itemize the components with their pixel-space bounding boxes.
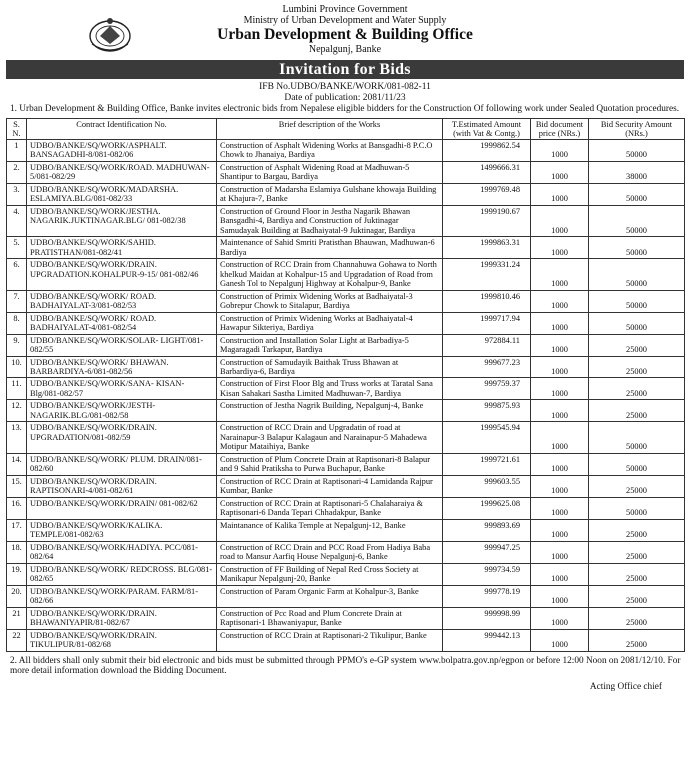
cell-estimated-amount: 1999810.46: [443, 290, 531, 312]
cell-bid-security: 25000: [589, 607, 685, 629]
cell-sn: 19.: [7, 563, 27, 585]
cell-description: Construction of Primix Widening Works at Badhaiyatal-4 Hawapur Sikteriya, Bardiya: [217, 312, 443, 334]
signature: Acting Office chief: [589, 681, 662, 692]
cell-contract-id: UDBO/BANKE/SQ/WORK/ PLUM. DRAIN/081-082/60: [27, 453, 217, 475]
table-row: [7, 541, 685, 563]
cell-document-price: 1000: [531, 334, 589, 356]
table-row: [7, 290, 685, 312]
cell-sn: 11.: [7, 378, 27, 400]
cell-contract-id: UDBO/BANKE/SQ/WORK/ REDCROSS. BLG/081-082/65: [27, 563, 217, 585]
cell-document-price: 1000: [531, 475, 589, 497]
notice-title-banner: Invitation for Bids: [6, 60, 684, 79]
table-row: [7, 161, 685, 183]
cell-contract-id: UDBO/BANKE/SQ/WORK/ROAD. MADHUWAN-5/081-082/29: [27, 161, 217, 183]
cell-estimated-amount: 1999863.31: [443, 237, 531, 259]
table-row: [7, 475, 685, 497]
cell-document-price: 1000: [531, 237, 589, 259]
cell-estimated-amount: 999778.19: [443, 585, 531, 607]
table-row: [7, 259, 685, 290]
cell-description: Construction of Primix Widening Works at Badhaiyatal-3 Gobrepur Chowk to Sitalapur, Bardiya: [217, 290, 443, 312]
bids-table: [6, 118, 685, 652]
cell-estimated-amount: 999603.55: [443, 475, 531, 497]
cell-contract-id: UDBO/BANKE/SQ/WORK/HADIYA. PCC/081-082/64: [27, 541, 217, 563]
cell-contract-id: UDBO/BANKE/SQ/WORK/SOLAR- LIGHT/081-082/55: [27, 334, 217, 356]
cell-bid-security: 50000: [589, 290, 685, 312]
cell-contract-id: UDBO/BANKE/SQ/WORK/KALIKA. TEMPLE/081-082/63: [27, 519, 217, 541]
cell-document-price: 1000: [531, 259, 589, 290]
cell-description: Construction of Plum Concrete Drain at Raptisonari-8 Balapur and 9 Sahid Pratiksha to Purwa Buchapur, Banke: [217, 453, 443, 475]
cell-document-price: 1000: [531, 205, 589, 236]
cell-contract-id: UDBO/BANKE/SQ/WORK/DRAIN. BHAWANIYAPIR/81-082/67: [27, 607, 217, 629]
cell-contract-id: UDBO/BANKE/SQ/WORK/DRAIN. RAPTISONARI-4/081-082/61: [27, 475, 217, 497]
cell-description: Construction of RCC Drain at Raptisonari-5 Chalaharaiya & Raptisonari-6 Danda Tepari Chhadakpur, Banke: [217, 497, 443, 519]
cell-estimated-amount: 1999545.94: [443, 422, 531, 453]
cell-sn: 4.: [7, 205, 27, 236]
cell-sn: 21: [7, 607, 27, 629]
table-row: [7, 497, 685, 519]
cell-estimated-amount: 1999862.54: [443, 139, 531, 161]
cell-sn: 20.: [7, 585, 27, 607]
cell-description: Construction of Ground Floor in Jestha Nagarik Bhawan Bansgadhi-4, Bardiya and Construction of Juktinagar Samudayak Building at Badhaiyatal-9 Juktinagar, Bardiya: [217, 205, 443, 236]
cell-sn: 10.: [7, 356, 27, 378]
cell-document-price: 1000: [531, 607, 589, 629]
cell-bid-security: 25000: [589, 519, 685, 541]
cell-sn: 8.: [7, 312, 27, 334]
government-emblem-icon: [86, 14, 134, 54]
cell-bid-security: 50000: [589, 139, 685, 161]
cell-description: Construction of RCC Drain at Raptisonari-2 Tikulipur, Banke: [217, 629, 443, 651]
cell-document-price: 1000: [531, 312, 589, 334]
table-row: [7, 519, 685, 541]
cell-bid-security: 25000: [589, 563, 685, 585]
cell-document-price: 1000: [531, 356, 589, 378]
cell-estimated-amount: 999442.13: [443, 629, 531, 651]
cell-description: Maintenance of Sahid Smriti Pratisthan Bhauwan, Madhuwan-6 Bardiya: [217, 237, 443, 259]
cell-contract-id: UDBO/BANKE/SQ/WORK/SANA- KISAN-Blg/081-082/57: [27, 378, 217, 400]
table-row: [7, 422, 685, 453]
cell-contract-id: UDBO/BANKE/SQ/WORK/JESTH- NAGARIK.BLG/081-082/58: [27, 400, 217, 422]
cell-bid-security: 25000: [589, 541, 685, 563]
cell-contract-id: UDBO/BANKE/SQ/WORK/ ROAD. BADHAIYALAT-3/081-082/53: [27, 290, 217, 312]
cell-document-price: 1000: [531, 629, 589, 651]
cell-sn: 2.: [7, 161, 27, 183]
cell-contract-id: UDBO/BANKE/SQ/WORK/DRAIN. UPGRADATION/081-082/59: [27, 422, 217, 453]
cell-document-price: 1000: [531, 183, 589, 205]
cell-estimated-amount: 999947.25: [443, 541, 531, 563]
cell-bid-security: 25000: [589, 356, 685, 378]
cell-bid-security: 50000: [589, 259, 685, 290]
cell-estimated-amount: 1999190.67: [443, 205, 531, 236]
cell-sn: 15.: [7, 475, 27, 497]
cell-description: Construction and Installation Solar Light at Barbadiya-5 Magaragadi Tarkapur, Bardiya: [217, 334, 443, 356]
cell-description: Construction of First Floor Blg and Truss works at Taratal Sana Kisan Sahakari Sastha Limited Madhuwan-7, Bardiya: [217, 378, 443, 400]
table-row: [7, 356, 685, 378]
cell-description: Construction of Param Organic Farm at Kohalpur-3, Banke: [217, 585, 443, 607]
cell-description: Construction of Pcc Road and Plum Concrete Drain at Raptisonari-1 Bhawaniyapur, Banke: [217, 607, 443, 629]
table-row: [7, 312, 685, 334]
cell-sn: 7.: [7, 290, 27, 312]
cell-sn: 14.: [7, 453, 27, 475]
cell-contract-id: UDBO/BANKE/SQ/WORK/ ROAD. BADHAIYALAT-4/081-082/54: [27, 312, 217, 334]
cell-description: Construction of Madarsha Eslamiya Gulshane khowaja Building at Khajura-7, Banke: [217, 183, 443, 205]
cell-estimated-amount: 999677.23: [443, 356, 531, 378]
table-row: [7, 237, 685, 259]
cell-estimated-amount: 1999769.48: [443, 183, 531, 205]
cell-contract-id: UDBO/BANKE/SQ/WORK/ASPHALT. BANSAGADHI-8/081-082/06: [27, 139, 217, 161]
office-location: Nepalgunj, Banke: [308, 43, 382, 55]
cell-estimated-amount: 999759.37: [443, 378, 531, 400]
cell-sn: 9.: [7, 334, 27, 356]
cell-document-price: 1000: [531, 378, 589, 400]
cell-bid-security: 50000: [589, 422, 685, 453]
cell-sn: 3.: [7, 183, 27, 205]
col-header-estimated-amount: T.Estimated Amount (with Vat & Contg.): [443, 118, 531, 139]
cell-bid-security: 25000: [589, 334, 685, 356]
table-row: [7, 585, 685, 607]
table-row: [7, 607, 685, 629]
cell-document-price: 1000: [531, 541, 589, 563]
cell-bid-security: 38000: [589, 161, 685, 183]
col-header-contract-id: Contract Identification No.: [27, 118, 217, 139]
cell-bid-security: 25000: [589, 475, 685, 497]
cell-document-price: 1000: [531, 161, 589, 183]
submission-note: 2. All bidders shall only submit their bid electronic and bids must be submitted through PPMO's e-GP system www.bolpatra.gov.np/egpon or before 12:00 Noon on 2081/12/10. For more detail information download the Bidding Document.: [10, 655, 681, 677]
cell-bid-security: 50000: [589, 205, 685, 236]
table-header-row: [7, 118, 685, 139]
table-row: [7, 563, 685, 585]
cell-sn: 13.: [7, 422, 27, 453]
cell-document-price: 1000: [531, 422, 589, 453]
province-name: Lumbini Province Government: [282, 4, 408, 15]
cell-estimated-amount: 1999717.94: [443, 312, 531, 334]
cell-description: Construction of Jestha Nagrik Building, Nepalgunj-4, Banke: [217, 400, 443, 422]
cell-contract-id: UDBO/BANKE/SQ/WORK/PARAM. FARM/81-082/66: [27, 585, 217, 607]
cell-bid-security: 50000: [589, 183, 685, 205]
cell-contract-id: UDBO/BANKE/SQ/WORK/JESTHA. NAGARIK.JUKTINAGAR.BLG/ 081-082/38: [27, 205, 217, 236]
cell-sn: 12.: [7, 400, 27, 422]
table-row: [7, 629, 685, 651]
cell-bid-security: 25000: [589, 585, 685, 607]
cell-sn: 17.: [7, 519, 27, 541]
cell-description: Construction of RCC Drain at Raptisonari-4 Lamidanda Rajpur Kumbar, Banke: [217, 475, 443, 497]
col-header-document-price: Bid document price (NRs.): [531, 118, 589, 139]
cell-bid-security: 50000: [589, 497, 685, 519]
table-row: [7, 139, 685, 161]
table-row: [7, 453, 685, 475]
cell-contract-id: UDBO/BANKE/SQ/WORK/DRAIN/ 081-082/62: [27, 497, 217, 519]
cell-estimated-amount: 1999331.24: [443, 259, 531, 290]
cell-estimated-amount: 999893.69: [443, 519, 531, 541]
cell-document-price: 1000: [531, 453, 589, 475]
cell-sn: 5.: [7, 237, 27, 259]
cell-description: Construction of Asphalt Widening Road at Madhuwan-5 Shantipur to Bargau, Bardiya: [217, 161, 443, 183]
cell-contract-id: UDBO/BANKE/SQ/WORK/DRAIN. UPGRADATION.KOHALPUR-9-15/ 081-082/46: [27, 259, 217, 290]
cell-sn: 18.: [7, 541, 27, 563]
col-header-sn: S. N.: [7, 118, 27, 139]
col-header-description: Brief description of the Works: [217, 118, 443, 139]
cell-estimated-amount: 999875.93: [443, 400, 531, 422]
cell-estimated-amount: 972884.11: [443, 334, 531, 356]
cell-document-price: 1000: [531, 563, 589, 585]
cell-document-price: 1000: [531, 497, 589, 519]
cell-bid-security: 50000: [589, 312, 685, 334]
cell-estimated-amount: 1999721.61: [443, 453, 531, 475]
cell-estimated-amount: 1999625.08: [443, 497, 531, 519]
cell-contract-id: UDBO/BANKE/SQ/WORK/DRAIN. TIKULIPUR/81-082/68: [27, 629, 217, 651]
cell-document-price: 1000: [531, 290, 589, 312]
office-name: Urban Development & Building Office: [217, 26, 473, 44]
col-header-bid-security: Bid Security Amount (NRs.): [589, 118, 685, 139]
publication-date: Date of publication: 2081/11/23: [284, 92, 406, 103]
cell-bid-security: 25000: [589, 400, 685, 422]
table-row: [7, 205, 685, 236]
cell-estimated-amount: 999998.99: [443, 607, 531, 629]
cell-contract-id: UDBO/BANKE/SQ/WORK/ BHAWAN. BARBARDIYA-6/081-082/56: [27, 356, 217, 378]
cell-description: Maintanance of Kalika Temple at Nepalgunj-12, Banke: [217, 519, 443, 541]
cell-document-price: 1000: [531, 139, 589, 161]
cell-estimated-amount: 999734.59: [443, 563, 531, 585]
cell-estimated-amount: 1499666.31: [443, 161, 531, 183]
cell-bid-security: 25000: [589, 378, 685, 400]
cell-contract-id: UDBO/BANKE/SQ/WORK/MADARSHA. ESLAMIYA.BLG/081-082/33: [27, 183, 217, 205]
cell-description: Construction of RCC Drain from Channahuwa Gohawa to North khelkud Maidan at Kohalpur-15 and Upgradation of Road from Ganesh Tol to Nepalgunj Highway at Kohalpur-9, Banke: [217, 259, 443, 290]
cell-bid-security: 50000: [589, 237, 685, 259]
cell-sn: 1: [7, 139, 27, 161]
cell-document-price: 1000: [531, 585, 589, 607]
table-row: [7, 400, 685, 422]
ifb-number: IFB No.UDBO/BANKE/WORK/081-082-11: [259, 81, 431, 92]
cell-sn: 22: [7, 629, 27, 651]
cell-sn: 6.: [7, 259, 27, 290]
cell-description: Construction of RCC Drain and PCC Road From Hadiya Baba road to Mansur Aarfiq House Nepalgunj-6, Banke: [217, 541, 443, 563]
ministry-name: Ministry of Urban Development and Water Supply: [243, 15, 447, 27]
cell-description: Construction of FF Building of Nepal Red Cross Society at Manikapur Nepalgunj-20, Banke: [217, 563, 443, 585]
cell-sn: 16.: [7, 497, 27, 519]
table-row: [7, 378, 685, 400]
table-row: [7, 334, 685, 356]
cell-bid-security: 25000: [589, 629, 685, 651]
cell-contract-id: UDBO/BANKE/SQ/WORK/SAHID. PRATISTHAN/081-082/41: [27, 237, 217, 259]
invitation-note: 1. Urban Development & Building Office, Banke invites electronic bids from Nepalese eligible bidders for the Construction Of following work under Sealed Quotation procedures.: [10, 104, 680, 115]
cell-document-price: 1000: [531, 400, 589, 422]
cell-description: Construction of RCC Drain and Upgradatin of road at Narainapur-3 Balapur Kalagaun and Narainapur-5 Mahadewa Motipur Mataihiya, Banke: [217, 422, 443, 453]
cell-document-price: 1000: [531, 519, 589, 541]
cell-description: Construction of Samudayik Baithak Truss Bhawan at Barbardiya-6, Bardiya: [217, 356, 443, 378]
table-row: [7, 183, 685, 205]
cell-description: Construction of Asphalt Widening Works at Bansgadhi-8 P.C.O Chowk to Jhanaiya, Bardiya: [217, 139, 443, 161]
cell-bid-security: 50000: [589, 453, 685, 475]
